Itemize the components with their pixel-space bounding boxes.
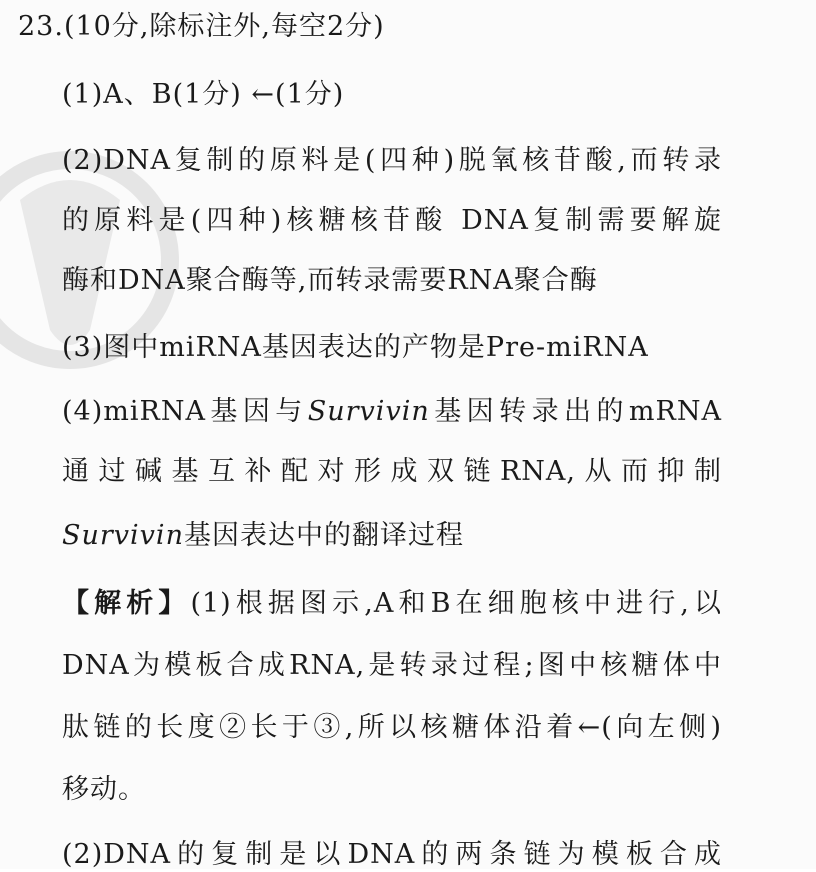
answer-2-line-1: (2)DNA复制的原料是(四种)脱氧核苷酸,而转录: [62, 145, 722, 176]
analysis-text-1: (1)根据图示,A和B在细胞核中进行,以: [190, 588, 723, 619]
survivin-term-2: Survivin: [62, 520, 184, 551]
analysis-line-1: [62, 587, 722, 621]
analysis-label: 【解析】: [62, 588, 191, 619]
answer-2-line-2: 的原料是(四种)核糖核苷酸 DNA复制需要解旋: [62, 205, 722, 236]
answer-4-line-3: [62, 519, 464, 553]
analysis-line-4: 移动。: [62, 774, 146, 805]
answer-4-suffix: 基因转录出的mRNA: [429, 396, 722, 427]
answer-3: (3)图中miRNA基因表达的产物是Pre-miRNA: [62, 332, 649, 363]
analysis-line-5: (2)DNA的复制是以DNA的两条链为模板合成: [62, 839, 722, 870]
answer-4-line-3-text: 基因表达中的翻译过程: [183, 520, 464, 551]
answer-2-line-3: 酶和DNA聚合酶等,而转录需要RNA聚合酶: [62, 265, 598, 296]
analysis-line-2: DNA为模板合成RNA,是转录过程;图中核糖体中: [62, 650, 722, 681]
analysis-line-3: 肽链的长度②长于③,所以核糖体沿着←(向左侧): [62, 712, 722, 743]
answer-1: (1)A、B(1分) ←(1分): [62, 79, 345, 110]
answer-4-line-2: 通过碱基互补配对形成双链RNA,从而抑制: [62, 456, 722, 487]
answer-4-prefix: (4)miRNA基因与: [62, 396, 308, 427]
survivin-term: Survivin: [307, 396, 430, 427]
question-header: 23.(10分,除标注外,每空2分): [18, 11, 385, 42]
answer-4-line-1: [62, 395, 722, 429]
